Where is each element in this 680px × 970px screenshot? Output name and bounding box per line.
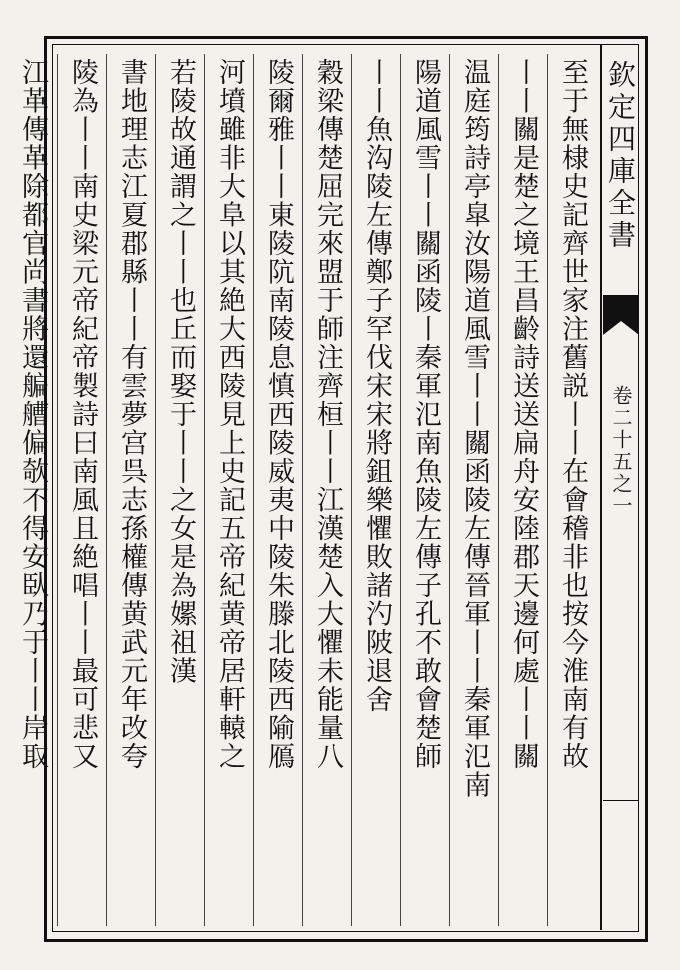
- column-text: 河墳雖非大阜以其絶大西陵見上史記五帝紀黄帝居軒轅之: [214, 58, 245, 771]
- column-text: 江革傳革除都官尚書將還艑艚偏欹不得安臥乃于丨丨岸取: [17, 58, 48, 771]
- text-column: [253, 54, 302, 926]
- column-text: 陽道風雪丨丨關函陵丨秦軍氾南魚陵左傳子孔不敢會楚師: [410, 58, 441, 771]
- text-column: [351, 54, 400, 926]
- column-text: 至于無棣史記齊世家注舊説丨丨在會稽非也按今淮南有故: [557, 58, 588, 771]
- text-column: [498, 54, 547, 926]
- text-column: [155, 54, 204, 926]
- volume-label: 卷二十五之一: [609, 385, 633, 517]
- text-column: [204, 54, 253, 926]
- column-text: 穀梁傳楚屈完來盟于師注齊桓丨丨江漢楚入大懼未能量八: [312, 58, 343, 771]
- book-title: 欽定四庫全書: [604, 60, 637, 252]
- text-columns: [17, 54, 596, 926]
- gutter-rule: [603, 800, 639, 823]
- column-text: 書地理志江夏郡縣丨丨有雲夢宫呉志孫權傳黄武元年改夸: [116, 58, 147, 771]
- column-text: 陵爾雅丨丨東陵阬南陵息慎西陵威夷中陵朱滕北陵西隃鴈: [263, 58, 294, 771]
- column-text: 若陵故通謂之丨丨也丘而娶于丨丨之女是為嫘祖漢: [165, 58, 196, 685]
- text-column: [106, 54, 155, 926]
- text-column: [8, 54, 57, 926]
- text-column: [302, 54, 351, 926]
- text-column: [57, 54, 106, 926]
- column-text: 丨丨關是楚之境王昌齡詩送送扁舟安陸郡天邊何處丨丨關: [508, 58, 539, 771]
- text-column: [400, 54, 449, 926]
- column-text: 陵為丨丨南史梁元帝紀帝製詩曰南風且絶唱丨丨最可悲又: [67, 58, 98, 771]
- column-text: 丨丨魚沟陵左傳鄭子罕伐宋宋將鉏樂懼敗諸汋陂退舍: [361, 58, 392, 714]
- column-text: 温庭筠詩亭皐汝陽道風雪丨丨關函陵左傳晉軍丨丨秦軍氾南: [459, 58, 490, 799]
- text-column: [449, 54, 498, 926]
- text-column: [547, 54, 596, 926]
